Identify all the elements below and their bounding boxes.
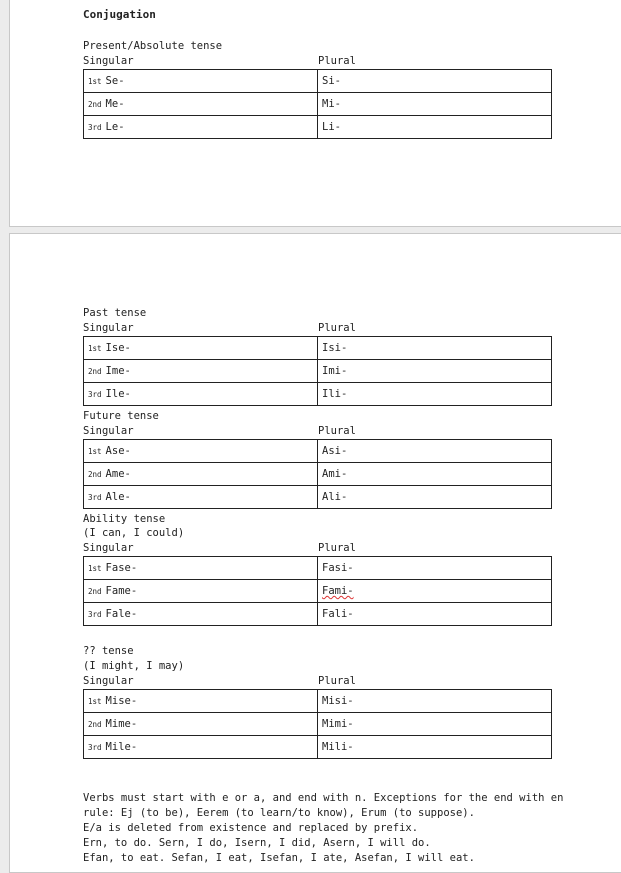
table-row bbox=[84, 557, 552, 580]
table-cell[interactable] bbox=[84, 116, 318, 139]
singular-label: Singular bbox=[83, 322, 134, 334]
table-cell[interactable] bbox=[84, 93, 318, 116]
table-cell[interactable] bbox=[84, 383, 318, 406]
paragraph-line: Verbs must start with e or a, and end with n. Exceptions for the end with en bbox=[83, 792, 564, 804]
table-cell[interactable] bbox=[84, 736, 318, 759]
person-label: 3rd bbox=[88, 122, 102, 132]
table-row bbox=[84, 486, 552, 509]
person-label: 1st bbox=[88, 76, 102, 86]
table-cell[interactable] bbox=[318, 116, 552, 139]
section-title-unknown: ?? tense bbox=[83, 645, 134, 657]
table-cell[interactable] bbox=[318, 713, 552, 736]
plural-label: Plural bbox=[318, 55, 356, 67]
person-label: 2nd bbox=[88, 366, 102, 376]
singular-form: Se- bbox=[105, 74, 125, 87]
person-label: 2nd bbox=[88, 719, 102, 729]
plural-form: Asi- bbox=[322, 445, 348, 457]
singular-label: Singular bbox=[83, 675, 134, 687]
section-subtitle-ability: (I can, I could) bbox=[83, 527, 185, 539]
section-title-past: Past tense bbox=[83, 307, 147, 319]
table-cell[interactable] bbox=[318, 557, 552, 580]
singular-form: Fale- bbox=[105, 607, 138, 620]
person-label: 3rd bbox=[88, 492, 102, 502]
table-row bbox=[84, 736, 552, 759]
table-cell[interactable] bbox=[84, 337, 318, 360]
plural-form: Ali- bbox=[322, 491, 348, 503]
table-cell[interactable] bbox=[84, 713, 318, 736]
table-cell[interactable] bbox=[84, 70, 318, 93]
table-cell[interactable] bbox=[318, 93, 552, 116]
singular-form: Mile- bbox=[105, 740, 138, 753]
singular-label: Singular bbox=[83, 55, 134, 67]
table-cell[interactable] bbox=[84, 557, 318, 580]
table-cell[interactable] bbox=[318, 580, 552, 603]
singular-form: Ase- bbox=[105, 444, 131, 457]
singular-form: Le- bbox=[105, 120, 125, 133]
singular-form: Ise- bbox=[105, 341, 131, 354]
plural-form: Mimi- bbox=[322, 718, 354, 730]
plural-form: Fasi- bbox=[322, 562, 354, 574]
person-label: 1st bbox=[88, 446, 102, 456]
singular-form: Ile- bbox=[105, 387, 131, 400]
table-cell[interactable] bbox=[84, 603, 318, 626]
plural-label: Plural bbox=[318, 425, 356, 437]
table-cell[interactable] bbox=[318, 603, 552, 626]
rules-paragraph bbox=[83, 791, 564, 866]
section-title-ability: Ability tense bbox=[83, 513, 166, 525]
singular-form: Fame- bbox=[105, 584, 138, 597]
table-cell[interactable] bbox=[84, 440, 318, 463]
table-cell[interactable] bbox=[318, 360, 552, 383]
plural-form: Fali- bbox=[322, 608, 354, 620]
plural-form: Li- bbox=[322, 121, 341, 133]
plural-label: Plural bbox=[318, 542, 356, 554]
table-row bbox=[84, 713, 552, 736]
plural-form: Mili- bbox=[322, 741, 354, 753]
table-row bbox=[84, 580, 552, 603]
table-cell[interactable] bbox=[84, 690, 318, 713]
person-label: 3rd bbox=[88, 742, 102, 752]
table-cell[interactable] bbox=[318, 486, 552, 509]
plural-form: Misi- bbox=[322, 695, 354, 707]
paragraph-line: E/a is deleted from existence and replaced by prefix. bbox=[83, 822, 419, 834]
table-cell[interactable] bbox=[84, 360, 318, 383]
section-title-future: Future tense bbox=[83, 410, 159, 422]
table-cell[interactable] bbox=[318, 337, 552, 360]
plural-form: Isi- bbox=[322, 342, 348, 354]
conjugation-table-ability bbox=[83, 556, 552, 626]
plural-form: Imi- bbox=[322, 365, 348, 377]
table-cell[interactable] bbox=[318, 383, 552, 406]
singular-form: Me- bbox=[105, 97, 125, 110]
singular-form: Ime- bbox=[105, 364, 131, 377]
table-row bbox=[84, 360, 552, 383]
singular-form: Mise- bbox=[105, 694, 138, 707]
table-cell[interactable] bbox=[84, 580, 318, 603]
person-label: 2nd bbox=[88, 469, 102, 479]
table-row bbox=[84, 116, 552, 139]
singular-form: Ale- bbox=[105, 490, 131, 503]
table-cell[interactable] bbox=[318, 463, 552, 486]
plural-form: Mi- bbox=[322, 98, 341, 110]
table-cell[interactable] bbox=[84, 463, 318, 486]
table-row bbox=[84, 440, 552, 463]
document-page-2 bbox=[9, 233, 621, 873]
singular-form: Mime- bbox=[105, 717, 138, 730]
plural-form: Ami- bbox=[322, 468, 348, 480]
table-row bbox=[84, 93, 552, 116]
plural-form: Ili- bbox=[322, 388, 348, 400]
document-heading: Conjugation bbox=[83, 8, 156, 21]
paragraph-line: Ern, to do. Sern, I do, Isern, I did, Asern, I will do. bbox=[83, 837, 431, 849]
singular-form: Ame- bbox=[105, 467, 131, 480]
section-subtitle-unknown: (I might, I may) bbox=[83, 660, 185, 672]
table-row bbox=[84, 463, 552, 486]
person-label: 1st bbox=[88, 343, 102, 353]
person-label: 3rd bbox=[88, 609, 102, 619]
plural-form: Si- bbox=[322, 75, 341, 87]
section-title-present: Present/Absolute tense bbox=[83, 40, 223, 52]
plural-form: Fami- bbox=[322, 585, 354, 597]
conjugation-table-past bbox=[83, 336, 552, 406]
table-cell[interactable] bbox=[318, 690, 552, 713]
paragraph-line: rule: Ej (to be), Eerem (to learn/to know), Erum (to suppose). bbox=[83, 807, 475, 819]
conjugation-table-future bbox=[83, 439, 552, 509]
singular-label: Singular bbox=[83, 425, 134, 437]
person-label: 3rd bbox=[88, 389, 102, 399]
person-label: 1st bbox=[88, 696, 102, 706]
conjugation-table-unknown bbox=[83, 689, 552, 759]
plural-label: Plural bbox=[318, 322, 356, 334]
paragraph-line: Efan, to eat. Sefan, I eat, Isefan, I ate, Asefan, I will eat. bbox=[83, 852, 475, 864]
plural-label: Plural bbox=[318, 675, 356, 687]
table-row bbox=[84, 337, 552, 360]
person-label: 2nd bbox=[88, 586, 102, 596]
table-row bbox=[84, 70, 552, 93]
document-page-1 bbox=[9, 0, 621, 227]
table-cell[interactable] bbox=[84, 486, 318, 509]
table-row bbox=[84, 690, 552, 713]
table-cell[interactable] bbox=[318, 440, 552, 463]
conjugation-table-present bbox=[83, 69, 552, 139]
table-cell[interactable] bbox=[318, 70, 552, 93]
table-row bbox=[84, 603, 552, 626]
table-row bbox=[84, 383, 552, 406]
person-label: 2nd bbox=[88, 99, 102, 109]
person-label: 1st bbox=[88, 563, 102, 573]
singular-label: Singular bbox=[83, 542, 134, 554]
singular-form: Fase- bbox=[105, 561, 138, 574]
table-cell[interactable] bbox=[318, 736, 552, 759]
